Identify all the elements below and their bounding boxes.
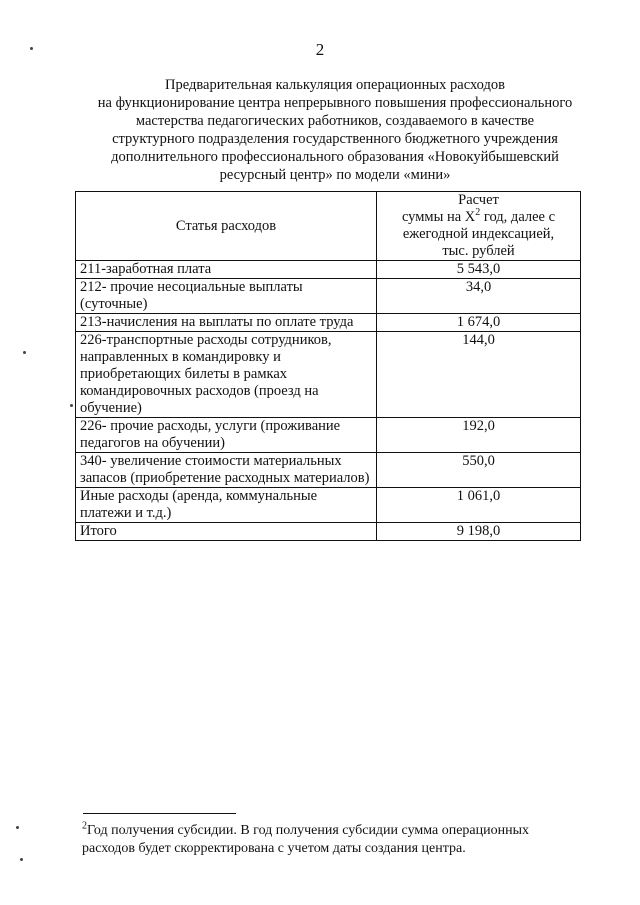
- table-row: [76, 314, 581, 332]
- footnote-text: Год получения субсидии. В год получения субсидии сумма операционных: [87, 823, 530, 838]
- table-row: [76, 279, 581, 314]
- page-number: 2: [315, 40, 325, 59]
- expense-amount: 550,0: [377, 453, 581, 488]
- title-line: Предварительная калькуляция операционных расходов: [165, 77, 505, 93]
- expense-item: 211-заработная плата: [76, 261, 377, 279]
- expense-item: 212- прочие несоциальные выплаты (суточные): [76, 279, 377, 314]
- title-line: мастерства педагогических работников, создаваемого в качестве: [135, 113, 535, 129]
- header-amount-line: Расчет: [458, 192, 499, 208]
- scan-speck: [30, 47, 33, 50]
- scan-speck: [16, 826, 19, 829]
- header-amount-line: тыс. рублей: [442, 243, 515, 259]
- total-amount: 9 198,0: [377, 523, 581, 541]
- expense-amount: 1 061,0: [377, 488, 581, 523]
- expense-item: 226- прочие расходы, услуги (проживание педагогов на обучении): [76, 418, 377, 453]
- header-amount-line: ежегодной индексацией,: [402, 226, 555, 242]
- table-row: [76, 453, 581, 488]
- table-row: [76, 488, 581, 523]
- scan-speck: [70, 404, 73, 407]
- expense-amount: 1 674,0: [377, 314, 581, 332]
- table-row: [76, 418, 581, 453]
- expense-table: [75, 191, 581, 541]
- table-row: [76, 261, 581, 279]
- expense-item: 213-начисления на выплаты по оплате труда: [76, 314, 377, 332]
- footnote-line: расходов будет скорректирована с учетом даты создания центра.: [82, 841, 466, 856]
- title-line: дополнительного профессионального образования «Новокуйбышевский: [111, 149, 559, 165]
- scan-speck: [20, 858, 23, 861]
- header-expense-item: Статья расходов: [76, 192, 377, 261]
- expense-amount: 192,0: [377, 418, 581, 453]
- footnote: [82, 822, 602, 858]
- expense-amount: 144,0: [377, 332, 581, 418]
- footnote-ref: 2: [475, 207, 481, 219]
- expense-amount: 34,0: [377, 279, 581, 314]
- footnote-line: [82, 822, 602, 840]
- table-row: [76, 332, 581, 418]
- expense-amount: 5 543,0: [377, 261, 581, 279]
- title-line: на функционирование центра непрерывного повышения профессионального: [97, 95, 573, 111]
- total-row: [76, 523, 581, 541]
- footnote-divider: [83, 813, 236, 814]
- document-title: [70, 76, 600, 184]
- scan-speck: [23, 351, 26, 354]
- footnote-marker: 2: [82, 820, 87, 832]
- header-amount-line: год, далее с: [480, 209, 556, 225]
- header-amount-line: суммы на X: [401, 209, 476, 225]
- title-line: структурного подразделения государственного бюджетного учреждения: [112, 131, 558, 147]
- table-header-row: [76, 192, 581, 261]
- total-label: Итого: [76, 523, 377, 541]
- expense-item: Иные расходы (аренда, коммунальные платежи и т.д.): [76, 488, 377, 523]
- expense-item: 226-транспортные расходы сотрудников, направленных в командировку и приобретающих билеты в рамках командировочных расходов (проезд на обучение): [76, 332, 377, 418]
- header-amount: [377, 192, 581, 261]
- title-line: ресурсный центр» по модели «мини»: [219, 167, 451, 183]
- expense-item: 340- увеличение стоимости материальных запасов (приобретение расходных материалов): [76, 453, 377, 488]
